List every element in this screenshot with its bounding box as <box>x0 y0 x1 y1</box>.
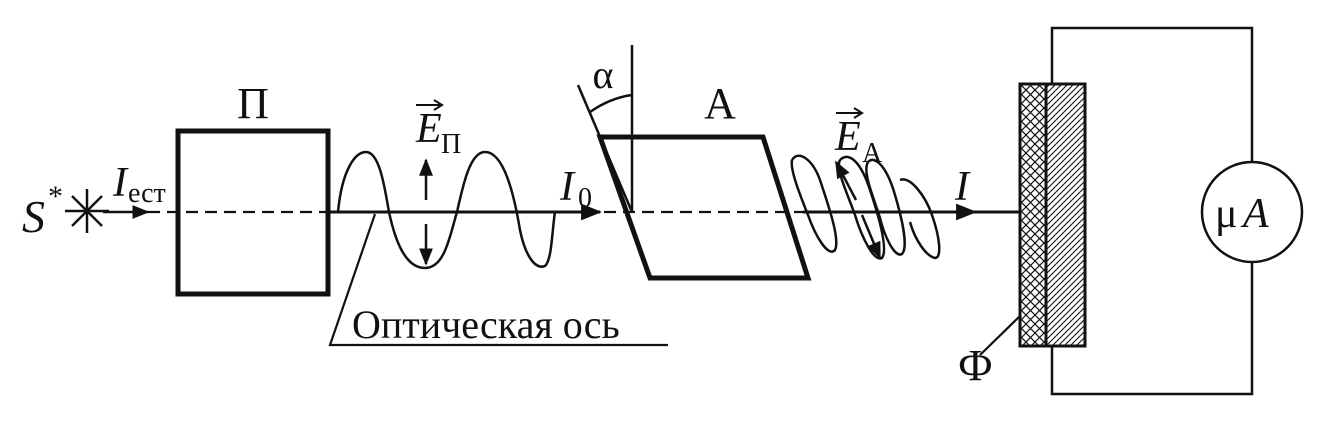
photocell-label: Ф <box>958 341 993 390</box>
svg-text:I: I <box>560 164 574 210</box>
microammeter-label <box>1215 191 1269 237</box>
svg-text:E: E <box>416 106 442 152</box>
source-symbol: S <box>22 191 45 242</box>
source-superscript: * <box>48 180 63 213</box>
svg-text:П: П <box>441 129 462 160</box>
photocell <box>1020 84 1085 346</box>
angle-alpha-arc <box>590 95 632 112</box>
angle-alpha-label: α <box>592 52 614 97</box>
svg-text:μ: μ <box>1215 191 1238 237</box>
svg-text:I: I <box>113 160 127 206</box>
svg-text:0: 0 <box>578 183 592 214</box>
svg-text:А: А <box>862 138 883 169</box>
photocell-front-layer <box>1020 84 1046 346</box>
svg-text:E: E <box>835 114 861 160</box>
analyzer-label: А <box>704 79 736 128</box>
e-analyzer-label <box>834 108 883 169</box>
i0-label <box>559 164 592 214</box>
analyzed-wave <box>792 156 940 259</box>
photocell-back-layer <box>1046 84 1085 346</box>
optical-axis-label: Оптическая ось <box>352 302 620 347</box>
polarized-wave <box>338 152 555 268</box>
svg-text:ест: ест <box>128 178 166 209</box>
source-star-icon <box>65 189 109 233</box>
i-label: I <box>955 164 969 210</box>
svg-text:A: A <box>1243 191 1269 237</box>
e-polarizer-label <box>415 100 461 160</box>
polarizer-label: П <box>237 79 269 128</box>
light-source <box>22 180 109 242</box>
natural-intensity-label <box>112 160 166 209</box>
